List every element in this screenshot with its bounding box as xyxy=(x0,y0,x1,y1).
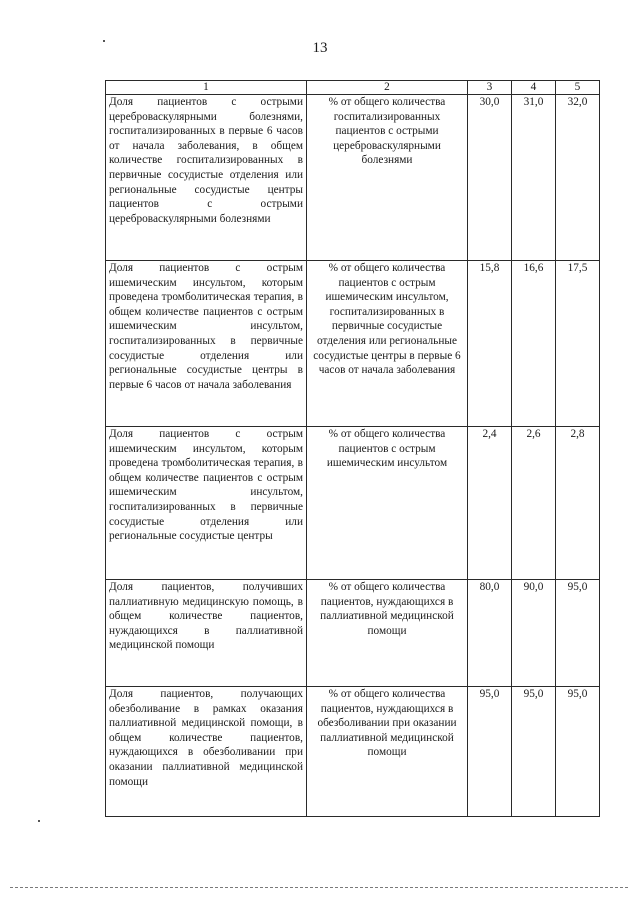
column-header: 3 xyxy=(468,81,512,95)
table-row xyxy=(106,687,600,817)
column-header: 2 xyxy=(307,81,468,95)
indicator-name: Доля пациентов с острыми цереброваскулярными болезнями, госпитализированных в первые 6 часов от начала заболевания, в общем количестве госпитализированных в первичные сосудистые отделения или региональные сосудистые центры пациентов с острыми цереброваскулярными болезнями xyxy=(106,95,307,261)
value-year-3: 17,5 xyxy=(556,261,600,427)
table-header-row xyxy=(106,81,600,95)
value-year-3: 32,0 xyxy=(556,95,600,261)
page-number: 13 xyxy=(312,40,328,56)
indicator-name: Доля пациентов, получающих обезболивание в рамках оказания паллиативной медицинской помощи, в общем количестве пациентов, нуждающихся в обезболивании при оказании паллиативной медицинской помощи xyxy=(106,687,307,817)
table-row xyxy=(106,95,600,261)
indicator-name: Доля пациентов, получивших паллиативную медицинскую помощь, в общем количестве пациентов, нуждающихся в паллиативной медицинской помощи xyxy=(106,580,307,687)
indicator-name: Доля пациентов с острым ишемическим инсультом, которым проведена тромболитическая терапия, в общем количестве пациентов с острым ишемическим инсультом, госпитализированных в первичные сосудистые отделения или региональные сосудистые центры xyxy=(106,427,307,580)
indicator-unit: % от общего количества госпитализированных пациентов с острыми цереброваскулярными болезнями xyxy=(307,95,468,261)
value-year-2: 31,0 xyxy=(512,95,556,261)
column-header: 1 xyxy=(106,81,307,95)
table-row xyxy=(106,580,600,687)
scan-speck xyxy=(103,40,105,42)
value-year-1: 30,0 xyxy=(468,95,512,261)
value-year-1: 2,4 xyxy=(468,427,512,580)
indicator-unit: % от общего количества пациентов с острым ишемическим инсультом, госпитализированных в первичные сосудистые отделения или региональные сосудистые центры в первые 6 часов от начала заболевания xyxy=(307,261,468,427)
indicator-unit: % от общего количества пациентов, нуждающихся в обезболивании при оказании паллиативной медицинской помощи xyxy=(307,687,468,817)
value-year-3: 95,0 xyxy=(556,687,600,817)
value-year-1: 80,0 xyxy=(468,580,512,687)
value-year-2: 16,6 xyxy=(512,261,556,427)
indicator-unit: % от общего количества пациентов, нуждающихся в паллиативной медицинской помощи xyxy=(307,580,468,687)
value-year-2: 90,0 xyxy=(512,580,556,687)
table-row xyxy=(106,261,600,427)
indicators-table xyxy=(105,80,600,817)
column-header: 5 xyxy=(556,81,600,95)
table-row xyxy=(106,427,600,580)
value-year-1: 15,8 xyxy=(468,261,512,427)
scan-speck xyxy=(38,820,40,822)
value-year-3: 2,8 xyxy=(556,427,600,580)
scan-edge-line xyxy=(10,887,628,888)
value-year-3: 95,0 xyxy=(556,580,600,687)
value-year-2: 95,0 xyxy=(512,687,556,817)
value-year-2: 2,6 xyxy=(512,427,556,580)
indicator-name: Доля пациентов с острым ишемическим инсультом, которым проведена тромболитическая терапия, в общем количестве пациентов с острым ишемическим инсультом, госпитализированных в первичные сосудистые отделения или региональные сосудистые центры в первые 6 часов от начала заболевания xyxy=(106,261,307,427)
column-header: 4 xyxy=(512,81,556,95)
indicator-unit: % от общего количества пациентов с острым ишемическим инсультом xyxy=(307,427,468,580)
value-year-1: 95,0 xyxy=(468,687,512,817)
